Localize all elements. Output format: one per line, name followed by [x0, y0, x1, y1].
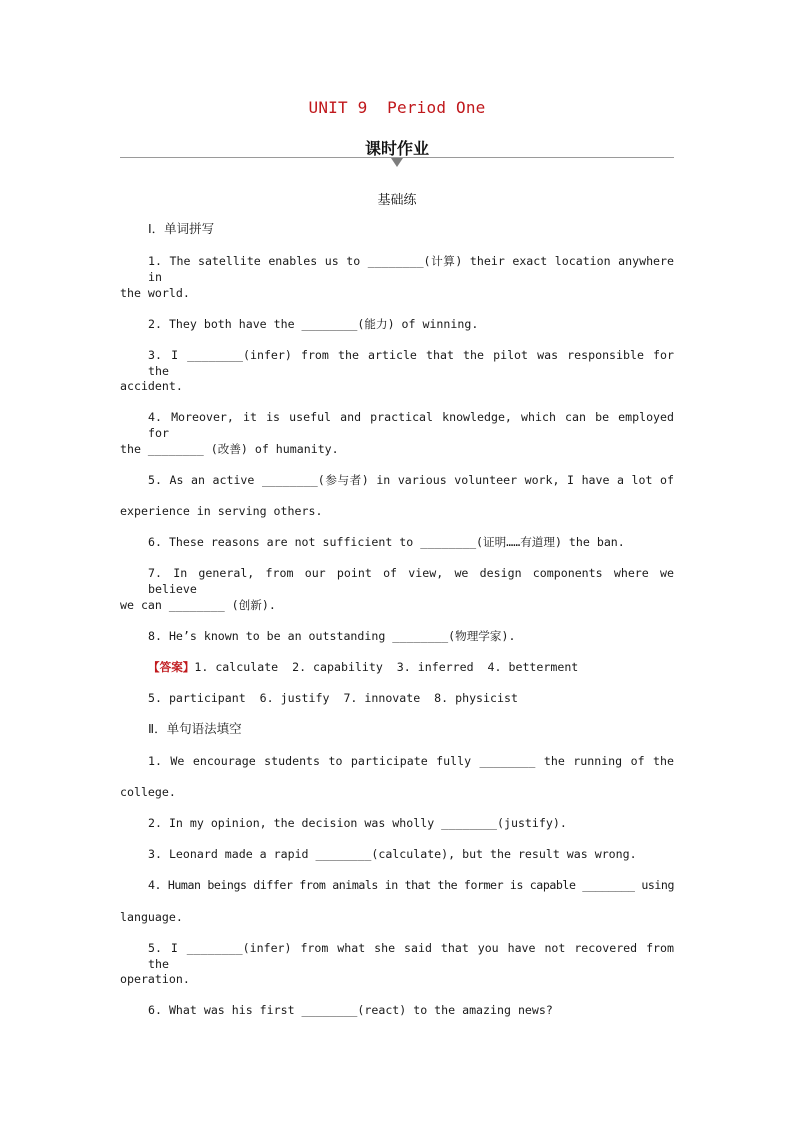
answer-text-1: 1. calculate 2. capability 3. inferred 4. betterment: [194, 660, 579, 674]
part2-question-4-cont: language.: [120, 910, 183, 924]
part1-question-4-cont: the ________ (改善) of humanity.: [120, 442, 339, 456]
part1-question-3: 3. I ________(infer) from the article that the pilot was responsible for the: [148, 348, 674, 378]
part1-question-8: 8. He’s known to be an outstanding ________(物理学家).: [148, 629, 516, 643]
part2-question-1: 1. We encourage students to participate fully ________ the running of the: [148, 754, 674, 768]
part1-question-5-cont: experience in serving others.: [120, 504, 323, 518]
part2-question-2: 2. In my opinion, the decision was wholly ________(justify).: [148, 816, 567, 830]
part2-question-6: 6. What was his first ________(react) to the amazing news?: [148, 1003, 553, 1017]
part1-question-7: 7. In general, from our point of view, we design components where we believe: [148, 566, 674, 596]
part1-question-5: 5. As an active ________(参与者) in various volunteer work, I have a lot of: [148, 473, 674, 487]
part1-heading: Ⅰ．单词拼写: [148, 221, 215, 236]
divider-triangle-icon: [391, 158, 403, 167]
unit-title: UNIT 9 Period One: [308, 98, 486, 117]
part1-question-4: 4. Moreover, it is useful and practical knowledge, which can be employed for: [148, 410, 674, 440]
part1-question-7-cont: we can ________ (创新).: [120, 598, 276, 612]
part2-heading: Ⅱ．单句语法填空: [148, 721, 242, 736]
part2-question-5-cont: operation.: [120, 972, 190, 986]
page-subtitle: 课时作业: [364, 139, 429, 158]
part2-question-1-cont: college.: [120, 785, 176, 799]
answer-tag: 【答案】: [148, 660, 195, 674]
answer-line-1: [148, 659, 674, 675]
part2-question-4: 4. Human beings differ from animals in that the former is capable ________ using: [148, 878, 674, 892]
answer-line-2: 5. participant 6. justify 7. innovate 8. physicist: [148, 691, 518, 705]
part1-question-1: 1. The satellite enables us to ________(计算) their exact location anywhere in: [148, 254, 674, 284]
section-heading: 基础练: [377, 193, 417, 208]
part1-question-1-cont: the world.: [120, 286, 190, 300]
part1-question-6: 6. These reasons are not sufficient to ________(证明……有道理) the ban.: [148, 535, 625, 549]
part2-question-3: 3. Leonard made a rapid ________(calculate), but the result was wrong.: [148, 847, 637, 861]
part2-question-5: 5. I ________(infer) from what she said that you have not recovered from the: [148, 941, 674, 971]
part1-question-3-cont: accident.: [120, 379, 183, 393]
part1-question-2: 2. They both have the ________(能力) of winning.: [148, 317, 479, 331]
